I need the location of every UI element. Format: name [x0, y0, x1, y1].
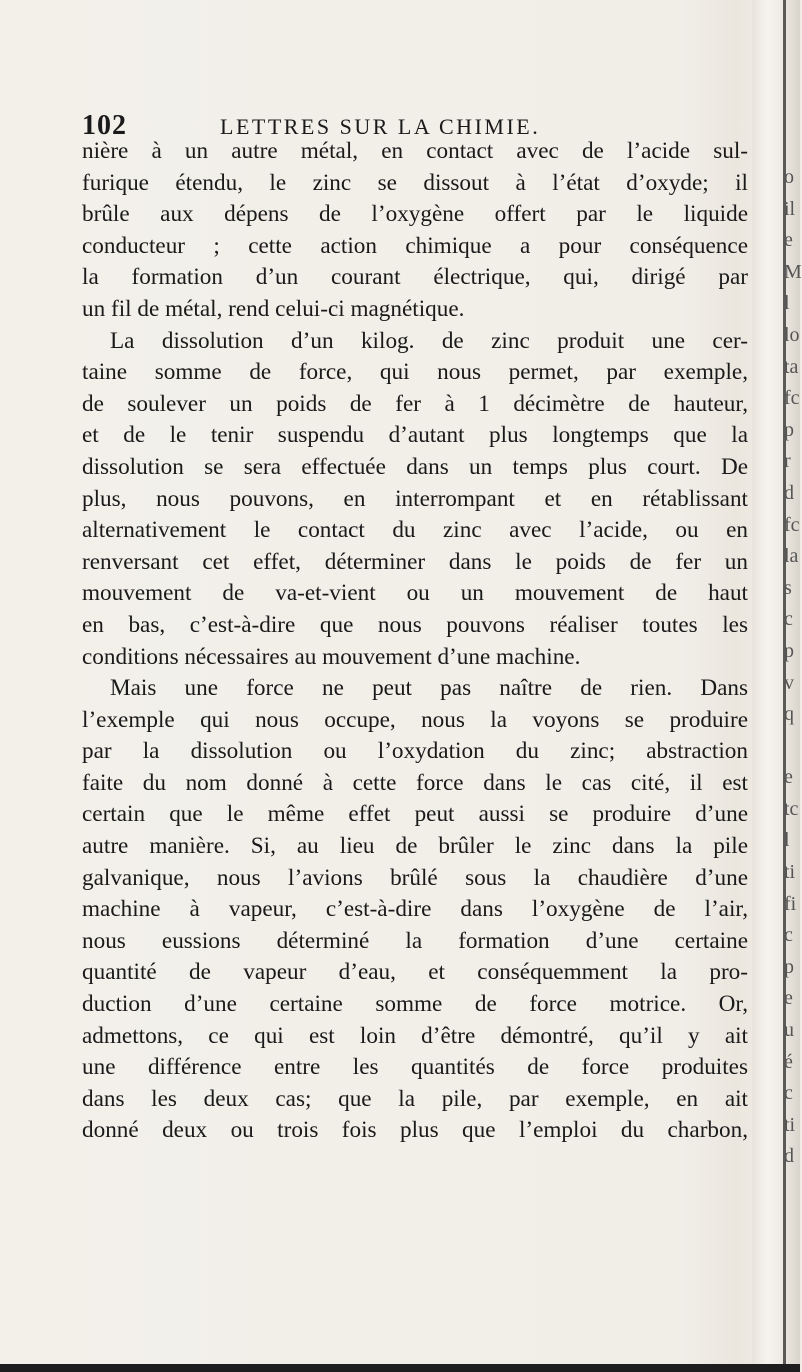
text-line: admettons, ce qui est loin d’être démontré, qu’il y ait [82, 1022, 748, 1049]
running-title: LETTRES SUR LA CHIMIE. [220, 114, 541, 139]
margin-fragment: r [784, 450, 791, 473]
text-line: machine à vapeur, c’est-à-dire dans l’oxygène de l’air, [82, 896, 748, 923]
margin-fragment: M [784, 260, 802, 283]
margin-fragment: c [784, 608, 793, 631]
text-line: Mais une force ne peut pas naître de rien. Dans [110, 675, 748, 702]
page-bottom-edge [0, 1364, 800, 1372]
text-line: quantité de vapeur d’eau, et conséquemment la pro- [82, 959, 748, 986]
text-line: l’exemple qui nous occupe, nous la voyons se produire [82, 706, 748, 733]
body-text [82, 136, 748, 1147]
text-line: dans les deux cas; que la pile, par exemple, en ait [82, 1085, 748, 1112]
margin-fragment: l [784, 829, 790, 852]
facing-page-fragments [784, 162, 800, 1173]
text-line: alternativement le contact du zinc avec l’acide, ou en [82, 517, 748, 544]
margin-fragment: e [784, 766, 793, 789]
text-line: certain que le même effet peut aussi se produire d’une [82, 801, 748, 828]
text-line: furique étendu, le zinc se dissout à l’état d’oxyde; il [82, 169, 748, 196]
margin-fragment: lo [784, 323, 800, 346]
margin-fragment: tc [784, 797, 799, 820]
text-line: plus, nous pouvons, en interrompant et en rétablissant [82, 485, 748, 512]
margin-fragment: v [784, 671, 794, 694]
text-line: conditions nécessaires au mouvement d’une machine. [82, 643, 581, 670]
text-line: donné deux ou trois fois plus que l’emploi du charbon, [82, 1117, 748, 1144]
page-number: 102 [82, 110, 127, 141]
margin-fragment: s [784, 576, 792, 599]
margin-fragment: ti [784, 861, 796, 884]
text-line: en bas, c’est-à-dire que nous pouvons réaliser toutes les [82, 611, 748, 638]
margin-fragment: d [784, 1145, 794, 1168]
text-line: faite du nom donné à cette force dans le cas cité, il est [82, 769, 748, 796]
margin-fragment: fc [784, 513, 800, 536]
margin-fragment: p [784, 955, 794, 978]
margin-fragment: ti [784, 1113, 796, 1136]
margin-fragment: d [784, 481, 794, 504]
margin-fragment: l [784, 292, 790, 315]
text-line: autre manière. Si, au lieu de brûler le zinc dans la pile [82, 833, 748, 860]
margin-fragment: c [784, 1082, 793, 1105]
margin-fragment: p [784, 418, 794, 441]
margin-fragment: c [784, 924, 793, 947]
margin-fragment: o [784, 166, 794, 188]
text-line: par la dissolution ou l’oxydation du zinc; abstraction [82, 738, 748, 765]
margin-fragment: il [784, 197, 796, 220]
margin-fragment: la [784, 545, 799, 568]
margin-fragment: fc [784, 387, 800, 410]
text-line: nous eussions déterminé la formation d’une certaine [82, 927, 748, 954]
text-line: brûle aux dépens de l’oxygène offert par le liquide [82, 201, 748, 228]
margin-fragment: e [784, 987, 793, 1010]
text-line: la formation d’un courant électrique, qui, dirigé par [82, 264, 748, 291]
text-line: et de le tenir suspendu d’autant plus longtemps que la [82, 422, 748, 449]
text-line: nière à un autre métal, en contact avec de l’acide sul- [82, 138, 748, 164]
text-line: conducteur ; cette action chimique a pour conséquence [82, 232, 748, 259]
text-line: une différence entre les quantités de force produites [82, 1054, 748, 1081]
text-line: renversant cet effet, déterminer dans le poids de fer un [82, 548, 748, 575]
text-line: dissolution se sera effectuée dans un temps plus court. De [82, 453, 748, 480]
margin-fragment: e [784, 229, 793, 252]
margin-fragment: fi [784, 892, 797, 915]
margin-fragment: u [784, 1019, 794, 1042]
text-line: duction d’une certaine somme de force motrice. Or, [82, 991, 748, 1018]
margin-fragment [784, 731, 800, 763]
text-line: galvanique, nous l’avions brûlé sous la chaudière d’une [82, 864, 748, 891]
text-line: mouvement de va-et-vient ou un mouvement de haut [82, 580, 748, 607]
text-line: La dissolution d’un kilog. de zinc produit une cer- [110, 327, 748, 354]
margin-fragment: q [784, 703, 794, 726]
margin-fragment: é [784, 1050, 793, 1073]
text-line: taine somme de force, qui nous permet, par exemple, [82, 359, 748, 386]
margin-fragment: ta [784, 355, 799, 378]
margin-fragment: p [784, 639, 794, 662]
text-line: de soulever un poids de fer à 1 décimètre de hauteur, [82, 390, 748, 417]
text-line: un fil de métal, rend celui-ci magnétique. [82, 295, 465, 322]
